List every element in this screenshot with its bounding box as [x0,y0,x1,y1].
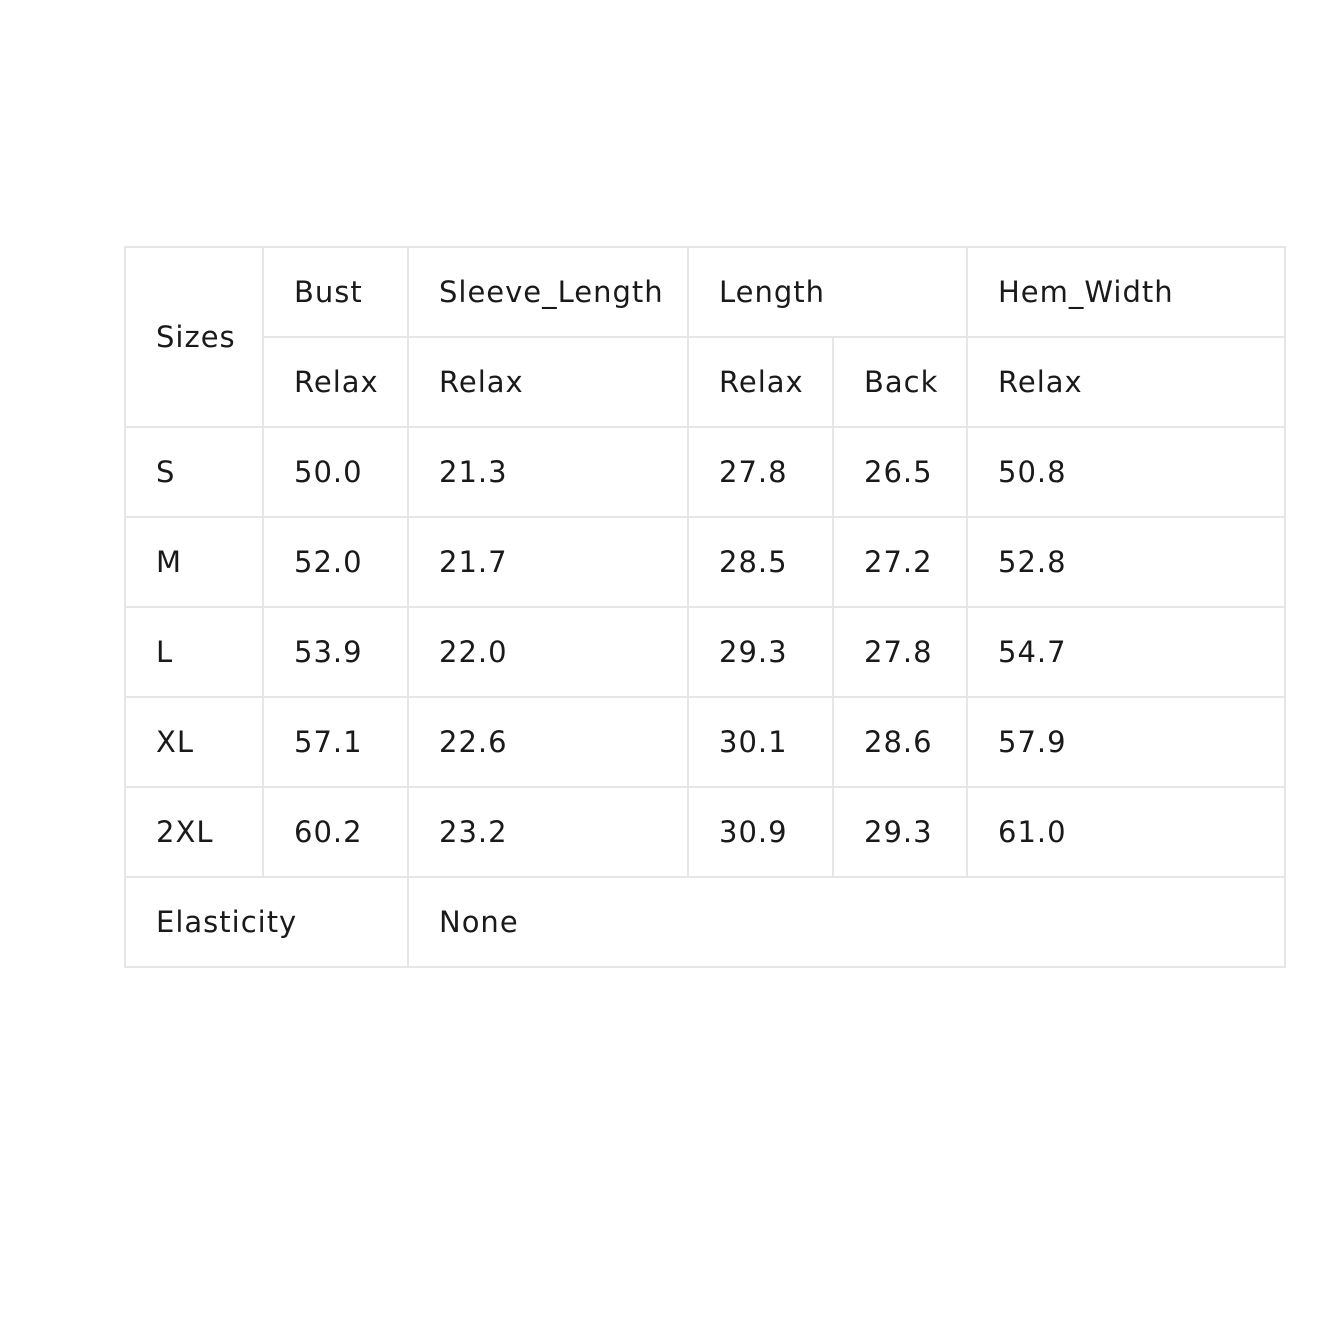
table-row [125,517,1285,607]
cell-length-back: 27.2 [833,517,967,607]
cell-hem: 50.8 [967,427,1285,517]
elasticity-value: None [408,877,1285,967]
cell-length-relax: 30.1 [688,697,833,787]
table-row [125,427,1285,517]
cell-sleeve: 22.0 [408,607,688,697]
table-footer-row [125,877,1285,967]
cell-size: S [125,427,263,517]
cell-bust: 50.0 [263,427,408,517]
cell-length-back: 27.8 [833,607,967,697]
header-length: Length [688,247,967,337]
table-row [125,697,1285,787]
header-bust: Bust [263,247,408,337]
subheader-bust-relax: Relax [263,337,408,427]
cell-length-relax: 27.8 [688,427,833,517]
cell-size: 2XL [125,787,263,877]
cell-length-relax: 29.3 [688,607,833,697]
table-header-row [125,247,1285,337]
cell-sleeve: 21.3 [408,427,688,517]
cell-hem: 54.7 [967,607,1285,697]
table-subheader-row [125,337,1285,427]
cell-length-back: 28.6 [833,697,967,787]
size-chart-viewport [124,246,1174,986]
cell-bust: 60.2 [263,787,408,877]
cell-length-relax: 30.9 [688,787,833,877]
header-sizes: Sizes [125,247,263,427]
cell-length-back: 29.3 [833,787,967,877]
cell-bust: 57.1 [263,697,408,787]
cell-hem: 57.9 [967,697,1285,787]
cell-sleeve: 21.7 [408,517,688,607]
header-hem-width: Hem_Width [967,247,1285,337]
cell-sleeve: 22.6 [408,697,688,787]
cell-size: XL [125,697,263,787]
cell-length-back: 26.5 [833,427,967,517]
subheader-sleeve-relax: Relax [408,337,688,427]
cell-size: M [125,517,263,607]
cell-length-relax: 28.5 [688,517,833,607]
cell-size: L [125,607,263,697]
table-row [125,607,1285,697]
elasticity-label: Elasticity [125,877,408,967]
cell-hem: 61.0 [967,787,1285,877]
cell-hem: 52.8 [967,517,1285,607]
cell-bust: 53.9 [263,607,408,697]
size-chart-table [124,246,1286,968]
subheader-hem-relax: Relax [967,337,1285,427]
subheader-length-relax: Relax [688,337,833,427]
cell-bust: 52.0 [263,517,408,607]
table-row [125,787,1285,877]
cell-sleeve: 23.2 [408,787,688,877]
subheader-length-back: Back [833,337,967,427]
header-sleeve-length: Sleeve_Length [408,247,688,337]
